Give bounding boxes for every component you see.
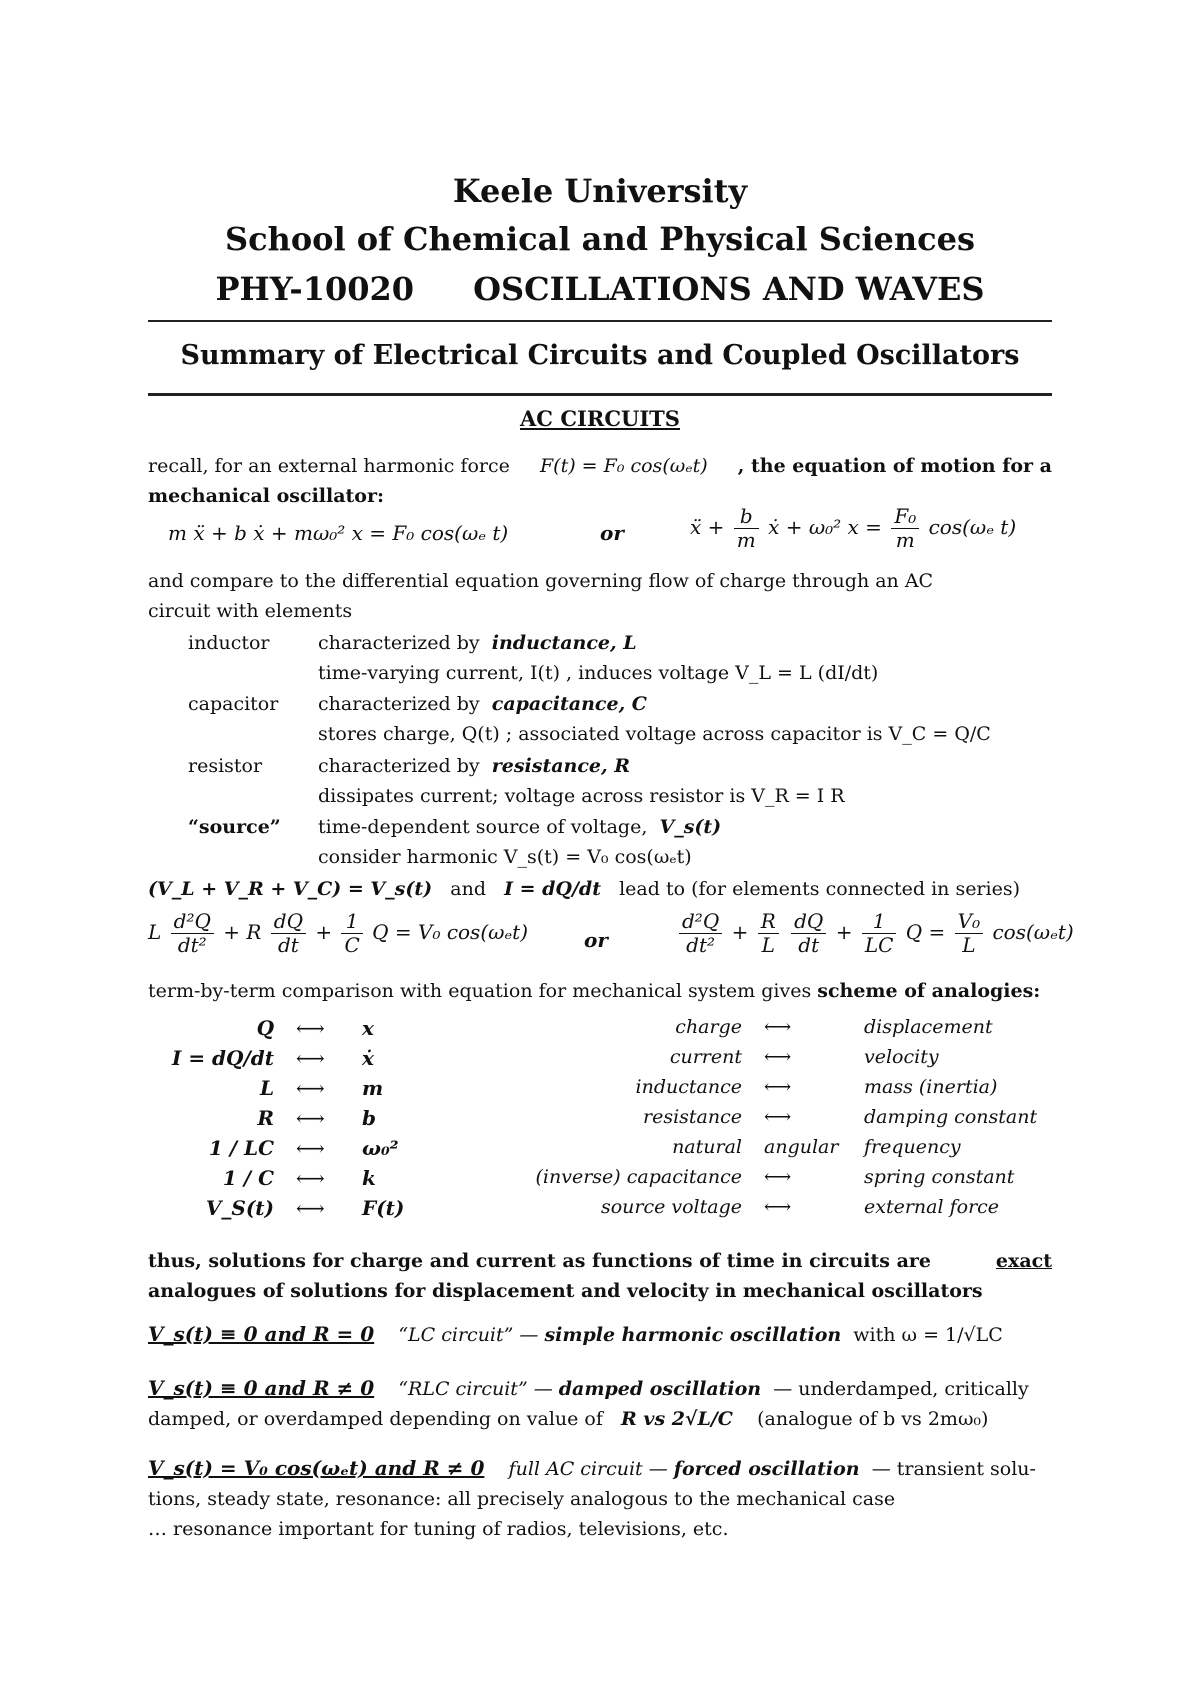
denominator: dt [277,933,299,957]
case-rlc [148,1376,1052,1400]
case-forced [148,1456,1052,1480]
circuit-quantity: (inverse) capacitance [535,1166,742,1188]
case-type: forced oscillation [673,1458,860,1480]
case-comparison: R vs 2√L/C [621,1408,733,1430]
mechanical-quantity: mass (inertia) [864,1076,998,1098]
eq-term-a: ẍ + [690,515,725,539]
analogy-intro [148,980,1052,1002]
denominator: L [761,933,775,957]
circuit-quantity: resistance [643,1106,742,1128]
eq-q-equals: Q = [905,920,946,944]
analogy-mid: ⟷ [764,1016,792,1038]
numerator: V₀ [955,910,983,934]
mechanical-symbol: F(t) [362,1196,405,1220]
fraction-v0-over-l [955,910,983,957]
arrow: ⟷ [296,1166,325,1190]
numerator: dQ [271,910,306,934]
case-condition: V_s(t) ≡ 0 and R = 0 [148,1322,375,1346]
numerator: b [734,505,759,529]
eq-plus-R: + R [223,920,262,944]
case-tail: — underdamped, critically [773,1378,1029,1400]
arrow: ⟷ [296,1076,325,1100]
mechanical-symbol: ω₀² [362,1136,399,1160]
thus-text: thus, solutions for charge and current as functions of time in circuits are [148,1250,931,1272]
denominator: dt² [686,933,716,957]
arrow: ⟷ [296,1196,325,1220]
mechanical-symbol: m [362,1076,384,1100]
circuit-symbol: R [257,1106,274,1130]
denominator: L [962,933,976,957]
circuit-symbol: 1 / LC [208,1136,274,1160]
course-code: PHY-10020 [215,270,415,308]
circuit-quantity: charge [675,1016,742,1038]
circuit-symbol: L [259,1076,274,1100]
desc-term: capacitance, C [491,693,647,715]
source-desc-2: consider harmonic V_s(t) = V₀ cos(ωₑt) [318,846,692,868]
eq-rhs: Q = V₀ cos(ωₑt) [372,920,529,944]
mechanical-symbol: x [362,1016,374,1040]
mechanical-quantity: spring constant [864,1166,1015,1188]
case-forced-line-3: … resonance important for tuning of radios, televisions, etc. [148,1518,729,1540]
case-forced-line-2: tions, steady state, resonance: all precisely analogous to the mechanical case [148,1488,896,1510]
case-lc [148,1322,1052,1346]
fraction-dq-dt [791,910,826,957]
mechanical-quantity: external force [864,1196,1000,1218]
denominator: dt² [177,933,207,957]
force-expression: F(t) = F₀ cos(ωₑt) [540,455,708,477]
numerator: 1 [862,910,897,934]
subtitle-rule [148,393,1052,396]
element-inductor: inductor [188,632,270,654]
university-name: Keele University [452,172,748,210]
intro-text-b: , the equation of motion for a [737,455,1052,477]
resistor-desc-2: dissipates current; voltage across resistor is V_R = I R [318,785,845,807]
analogy-intro-bold: scheme of analogies: [817,980,1041,1002]
mechanical-quantity: frequency [864,1136,961,1158]
series-relation [148,878,1052,900]
capacitor-desc-2: stores charge, Q(t) ; associated voltage across capacitor is V_C = Q/C [318,723,991,745]
intro-line-1 [148,455,1052,477]
desc-text: time-dependent source of voltage, [318,816,648,838]
case-analogue: (analogue of b vs 2mω₀) [757,1408,989,1430]
case-tail: with ω = 1/√LC [853,1324,1003,1346]
desc-text: characterized by [318,632,480,654]
course-heading [0,270,1200,308]
analogy-mid: angular [764,1136,839,1158]
denominator: LC [864,933,894,957]
analogy-mid: ⟷ [764,1166,792,1188]
arrow: ⟷ [296,1136,325,1160]
thus-line-2: analogues of solutions for displacement and velocity in mechanical oscillators [148,1280,983,1302]
intro-text-a: recall, for an external harmonic force [148,455,510,477]
denominator: dt [798,933,820,957]
case-tail: — transient solu- [871,1458,1036,1480]
intro-line-2: mechanical oscillator: [148,485,385,507]
numerator: 1 [341,910,362,934]
case-text: damped, or overdamped depending on value of [148,1408,603,1430]
circuit-symbol: I = dQ/dt [172,1046,274,1070]
circuit-quantity: current [669,1046,742,1068]
case-label: “RLC circuit” — [398,1378,553,1400]
numerator: d²Q [679,910,722,934]
mechanical-symbol: k [362,1166,376,1190]
mechanical-symbol: ẋ [362,1046,374,1070]
course-title: OSCILLATIONS AND WAVES [473,270,985,308]
case-label: “LC circuit” — [398,1324,539,1346]
case-condition: V_s(t) = V₀ cos(ωₑt) and R ≠ 0 [148,1456,485,1480]
thus-exact: exact [995,1250,1052,1272]
element-source: “source” [188,816,281,838]
circuit-symbol: Q [256,1016,274,1040]
case-condition: V_s(t) ≡ 0 and R ≠ 0 [148,1376,375,1400]
equation-mechanical-normalized [690,505,1016,552]
desc-term: inductance, L [491,632,637,654]
analogy-mid: ⟷ [764,1196,792,1218]
section-heading: AC CIRCUITS [520,406,680,431]
thus-line-1 [148,1250,1052,1272]
resistor-desc-1 [318,755,630,777]
eq-term-e: cos(ωₑ t) [928,515,1017,539]
inductor-desc-2: time-varying current, I(t) , induces voltage V_L = L (dI/dt) [318,662,879,684]
denominator: m [736,528,756,552]
document-subtitle: Summary of Electrical Circuits and Coupled Oscillators [180,340,1020,371]
fraction-d2q-dt2 [171,910,214,957]
desc-term: V_s(t) [659,816,722,838]
case-type: simple harmonic oscillation [544,1324,842,1346]
equation-or: or [600,521,624,545]
fraction-f0-over-m [891,505,919,552]
eq-rhs-2: cos(ωₑt) [992,920,1074,944]
mechanical-quantity: damping constant [864,1106,1038,1128]
equation-or-2: or [584,928,608,952]
equation-circuit: L $\frac{\text{d²Q}}{\text{dt²}}$ + R $\frac{dQ}{dt}$ + $\frac{1}{C}$ Q = V₀ cos(ωₑt) [148,909,529,957]
circuit-symbol: V_S(t) [205,1196,274,1220]
title-rule [148,320,1052,322]
desc-text: characterized by [318,755,480,777]
circuit-quantity: inductance [635,1076,742,1098]
inductor-desc-1 [318,632,637,654]
arrow: ⟷ [296,1106,325,1130]
numerator: d²Q [171,910,214,934]
equation-circuit-normalized: $\frac{\text{d²Q}}{\text{dt²}}$ + $\frac{R}{L}$ $\frac{dQ}{dt}$ + $\frac{1}{LC}$ Q = $\frac{\text{V₀}}{L}$ cos(ωₑt) [676,910,1074,957]
element-resistor: resistor [188,755,263,777]
mechanical-quantity: displacement [864,1016,993,1038]
current-definition: I = dQ/dt [504,878,601,900]
element-capacitor: capacitor [188,693,279,715]
series-and: and [450,878,486,900]
fraction-d2q-dt2 [679,910,722,957]
desc-term: resistance, R [491,755,631,777]
numerator: R [758,910,779,934]
series-tail: lead to (for elements connected in series) [619,878,1021,900]
school-name: School of Chemical and Physical Sciences [224,220,976,258]
fraction-b-over-m [734,505,759,552]
analogy-mid: ⟷ [764,1046,792,1068]
eq-L: L [148,920,162,944]
fraction-1-over-lc [862,910,897,957]
equation-mechanical: m ẍ + b ẋ + mω₀² x = F₀ cos(ωₑ t) [168,521,509,545]
circuit-quantity: source voltage [600,1196,742,1218]
circuit-quantity: natural [672,1136,742,1158]
eq-term-c: ẋ + ω₀² x = [768,515,882,539]
fraction-dq-dt [271,910,306,957]
case-rlc-line-2 [148,1408,1052,1430]
analogy-intro-text: term-by-term comparison with equation for mechanical system gives [148,980,812,1002]
capacitor-desc-1 [318,693,647,715]
mechanical-quantity: velocity [864,1046,939,1068]
source-desc-1 [318,816,721,838]
analogy-mid: ⟷ [764,1076,792,1098]
case-type: damped oscillation [558,1378,762,1400]
desc-text: characterized by [318,693,480,715]
fraction-r-over-l [758,910,779,957]
fraction-1-over-c [341,910,362,957]
arrow: ⟷ [296,1016,325,1040]
denominator: C [344,933,360,957]
mechanical-symbol: b [362,1106,376,1130]
analogy-mid: ⟷ [764,1106,792,1128]
case-label: full AC circuit — [508,1458,668,1480]
arrow: ⟷ [296,1046,325,1070]
numerator: F₀ [891,505,919,529]
compare-line-1: and compare to the differential equation governing flow of charge through an AC [148,570,934,592]
kirchhoff-sum: (V_L + V_R + V_C) = V_s(t) [148,878,433,900]
denominator: m [895,528,915,552]
circuit-symbol: 1 / C [222,1166,274,1190]
numerator: dQ [791,910,826,934]
compare-line-2: circuit with elements [148,600,353,622]
